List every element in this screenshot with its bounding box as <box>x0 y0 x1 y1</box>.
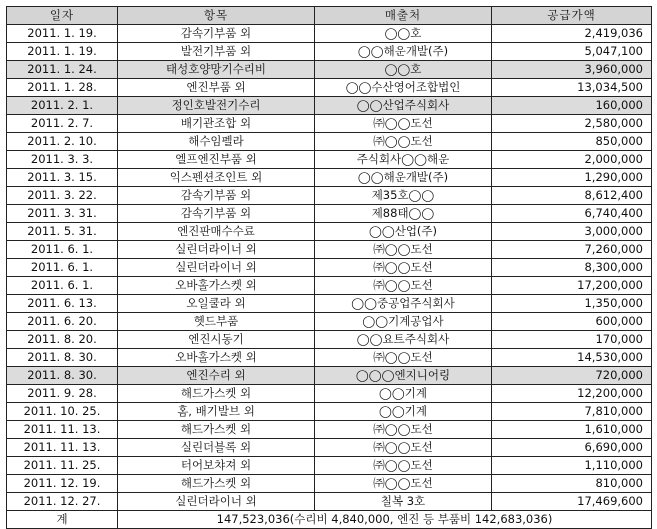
cell-amount: 17,200,000 <box>492 277 652 295</box>
cell-amount: 13,034,500 <box>492 79 652 97</box>
cell-vendor: ㈜◯◯도선 <box>315 475 492 493</box>
cell-vendor: ◯◯요트주식회사 <box>315 331 492 349</box>
table-row <box>7 43 652 61</box>
cell-date: 2011. 1. 24. <box>7 61 118 79</box>
header-vendor: 매출처 <box>315 7 492 25</box>
cell-vendor: 칠복 3호 <box>315 493 492 511</box>
cell-item: 오일쿨라 외 <box>118 295 315 313</box>
cell-vendor: ◯◯◯엔지니어링 <box>315 367 492 385</box>
header-amount: 공급가액 <box>492 7 652 25</box>
cell-item: 엔진시동기 <box>118 331 315 349</box>
header-item: 항목 <box>118 7 315 25</box>
table-row <box>7 241 652 259</box>
cell-vendor: 제88태◯◯ <box>315 205 492 223</box>
cell-item: 정인호발전기수리 <box>118 97 315 115</box>
cell-item: 해드가스켓 외 <box>118 421 315 439</box>
cell-amount: 810,000 <box>492 475 652 493</box>
cell-item: 감속기부품 외 <box>118 25 315 43</box>
cell-amount: 8,612,400 <box>492 187 652 205</box>
cell-amount: 1,610,000 <box>492 421 652 439</box>
cell-vendor: 제35호◯◯ <box>315 187 492 205</box>
cell-amount: 7,260,000 <box>492 241 652 259</box>
cell-amount: 720,000 <box>492 367 652 385</box>
cell-date: 2011. 6. 1. <box>7 259 118 277</box>
cell-item: 감속기부품 외 <box>118 205 315 223</box>
cell-vendor: 주식회사◯◯해운 <box>315 151 492 169</box>
cell-item: 터어보챠져 외 <box>118 457 315 475</box>
cell-item: 익스펜션조인트 외 <box>118 169 315 187</box>
cell-vendor: ㈜◯◯도선 <box>315 349 492 367</box>
cell-vendor: ㈜◯◯도선 <box>315 439 492 457</box>
cell-vendor: ㈜◯◯도선 <box>315 241 492 259</box>
cell-date: 2011. 6. 1. <box>7 241 118 259</box>
total-value: 147,523,036(수리비 4,840,000, 엔진 등 부품비 142,683,036) <box>118 511 652 529</box>
cell-date: 2011. 1. 28. <box>7 79 118 97</box>
cell-item: 배기관조합 외 <box>118 115 315 133</box>
table-row <box>7 367 652 385</box>
cell-date: 2011. 11. 25. <box>7 457 118 475</box>
cell-amount: 17,469,600 <box>492 493 652 511</box>
table-body <box>7 25 652 511</box>
cell-date: 2011. 3. 22. <box>7 187 118 205</box>
table-row <box>7 259 652 277</box>
cell-item: 해수임펠라 <box>118 133 315 151</box>
cell-vendor: ◯◯기계 <box>315 403 492 421</box>
cell-item: 해드가스켓 외 <box>118 475 315 493</box>
table-row <box>7 169 652 187</box>
table-row <box>7 457 652 475</box>
table-row <box>7 97 652 115</box>
cell-date: 2011. 6. 20. <box>7 313 118 331</box>
table-row <box>7 439 652 457</box>
table-row <box>7 493 652 511</box>
cell-vendor: ㈜◯◯도선 <box>315 115 492 133</box>
cell-item: 실린더블록 외 <box>118 439 315 457</box>
cell-date: 2011. 8. 20. <box>7 331 118 349</box>
cell-item: 헷드부품 <box>118 313 315 331</box>
table-row <box>7 61 652 79</box>
sales-table <box>6 6 652 529</box>
cell-amount: 3,000,000 <box>492 223 652 241</box>
cell-date: 2011. 8. 30. <box>7 367 118 385</box>
cell-item: 발전기부품 외 <box>118 43 315 61</box>
cell-date: 2011. 2. 10. <box>7 133 118 151</box>
table-row <box>7 223 652 241</box>
table-row <box>7 421 652 439</box>
table-row <box>7 313 652 331</box>
cell-date: 2011. 12. 19. <box>7 475 118 493</box>
table-row <box>7 277 652 295</box>
cell-item: 실린더라이너 외 <box>118 493 315 511</box>
cell-vendor: ◯◯산업(주) <box>315 223 492 241</box>
table-row <box>7 295 652 313</box>
cell-amount: 1,350,000 <box>492 295 652 313</box>
cell-date: 2011. 5. 31. <box>7 223 118 241</box>
cell-amount: 1,290,000 <box>492 169 652 187</box>
total-row <box>7 511 652 529</box>
cell-vendor: ◯◯호 <box>315 61 492 79</box>
table-row <box>7 403 652 421</box>
cell-amount: 5,047,100 <box>492 43 652 61</box>
cell-vendor: ◯◯해운개발(주) <box>315 43 492 61</box>
cell-amount: 160,000 <box>492 97 652 115</box>
cell-item: 엔진부품 외 <box>118 79 315 97</box>
cell-amount: 14,530,000 <box>492 349 652 367</box>
cell-vendor: ㈜◯◯도선 <box>315 421 492 439</box>
cell-vendor: ◯◯중공업주식회사 <box>315 295 492 313</box>
cell-vendor: ㈜◯◯도선 <box>315 457 492 475</box>
cell-amount: 170,000 <box>492 331 652 349</box>
cell-amount: 6,740,400 <box>492 205 652 223</box>
table-row <box>7 331 652 349</box>
cell-vendor: ◯◯기계공업사 <box>315 313 492 331</box>
cell-amount: 2,000,000 <box>492 151 652 169</box>
table-row <box>7 349 652 367</box>
table-row <box>7 133 652 151</box>
header-row <box>7 7 652 25</box>
cell-item: 홈, 배기발브 외 <box>118 403 315 421</box>
table-row <box>7 79 652 97</box>
cell-date: 2011. 9. 28. <box>7 385 118 403</box>
table-row <box>7 385 652 403</box>
cell-amount: 12,200,000 <box>492 385 652 403</box>
cell-item: 오바홀가스켓 외 <box>118 277 315 295</box>
cell-item: 감속기부품 외 <box>118 187 315 205</box>
cell-date: 2011. 1. 19. <box>7 25 118 43</box>
cell-date: 2011. 10. 25. <box>7 403 118 421</box>
cell-date: 2011. 2. 1. <box>7 97 118 115</box>
cell-vendor: ◯◯기계 <box>315 385 492 403</box>
cell-vendor: ◯◯산업주식회사 <box>315 97 492 115</box>
cell-vendor: ◯◯해운개발(주) <box>315 169 492 187</box>
cell-date: 2011. 1. 19. <box>7 43 118 61</box>
table-row <box>7 187 652 205</box>
cell-amount: 2,419,036 <box>492 25 652 43</box>
cell-amount: 7,810,000 <box>492 403 652 421</box>
cell-date: 2011. 2. 7. <box>7 115 118 133</box>
cell-date: 2011. 3. 3. <box>7 151 118 169</box>
cell-item: 실린더라이너 외 <box>118 259 315 277</box>
cell-item: 오바홀가스켓 외 <box>118 349 315 367</box>
cell-date: 2011. 8. 30. <box>7 349 118 367</box>
cell-item: 엔진판매수수료 <box>118 223 315 241</box>
cell-date: 2011. 6. 1. <box>7 277 118 295</box>
header-date: 일자 <box>7 7 118 25</box>
cell-amount: 1,110,000 <box>492 457 652 475</box>
table-row <box>7 151 652 169</box>
cell-date: 2011. 12. 27. <box>7 493 118 511</box>
cell-amount: 2,580,000 <box>492 115 652 133</box>
total-label: 계 <box>7 511 118 529</box>
cell-date: 2011. 3. 31. <box>7 205 118 223</box>
cell-vendor: ㈜◯◯도선 <box>315 277 492 295</box>
document-body <box>6 6 652 529</box>
cell-item: 해드가스켓 외 <box>118 385 315 403</box>
cell-item: 엘프엔진부품 외 <box>118 151 315 169</box>
cell-date: 2011. 11. 13. <box>7 439 118 457</box>
cell-vendor: ㈜◯◯도선 <box>315 259 492 277</box>
table-row <box>7 25 652 43</box>
cell-amount: 3,960,000 <box>492 61 652 79</box>
table-row <box>7 205 652 223</box>
cell-item: 엔진수리 외 <box>118 367 315 385</box>
table-row <box>7 475 652 493</box>
cell-amount: 6,690,000 <box>492 439 652 457</box>
cell-vendor: ◯◯수산영어조합법인 <box>315 79 492 97</box>
cell-amount: 600,000 <box>492 313 652 331</box>
cell-date: 2011. 3. 15. <box>7 169 118 187</box>
cell-amount: 850,000 <box>492 133 652 151</box>
cell-item: 태성호양망기수리비 <box>118 61 315 79</box>
cell-date: 2011. 11. 13. <box>7 421 118 439</box>
cell-item: 실린더라이너 외 <box>118 241 315 259</box>
table-row <box>7 115 652 133</box>
cell-date: 2011. 6. 13. <box>7 295 118 313</box>
cell-amount: 8,300,000 <box>492 259 652 277</box>
cell-vendor: ㈜◯◯도선 <box>315 133 492 151</box>
cell-vendor: ◯◯호 <box>315 25 492 43</box>
